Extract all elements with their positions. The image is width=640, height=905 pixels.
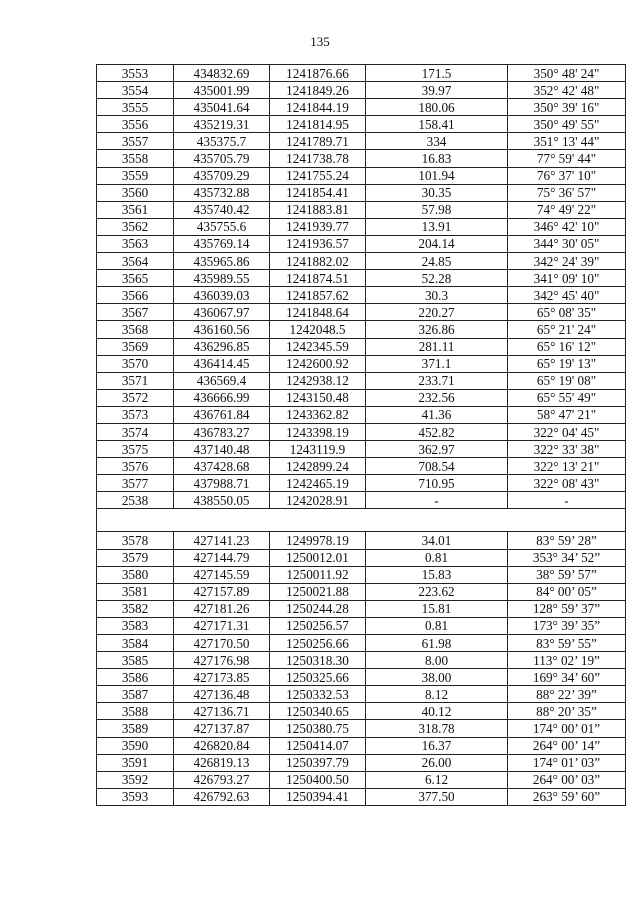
table-row bbox=[97, 652, 626, 669]
y-coordinate-cell: 1242048.5 bbox=[270, 321, 366, 338]
table-row bbox=[97, 720, 626, 737]
table-row bbox=[97, 253, 626, 270]
point-number-cell: 3593 bbox=[97, 788, 174, 805]
bearing-cell: 38° 59’ 57” bbox=[508, 566, 626, 583]
table-row bbox=[97, 788, 626, 805]
point-number-cell: 3569 bbox=[97, 338, 174, 355]
point-number-cell: 3573 bbox=[97, 406, 174, 423]
bearing-cell: 350° 49' 55" bbox=[508, 116, 626, 133]
bearing-cell: 65° 21' 24" bbox=[508, 321, 626, 338]
point-number-cell: 3579 bbox=[97, 549, 174, 566]
point-number-cell: 3588 bbox=[97, 703, 174, 720]
bearing-cell: 65° 55' 49" bbox=[508, 389, 626, 406]
point-number-cell: 3571 bbox=[97, 372, 174, 389]
y-coordinate-cell: 1242465.19 bbox=[270, 475, 366, 492]
distance-cell: 223.62 bbox=[366, 583, 508, 600]
y-coordinate-cell: 1241738.78 bbox=[270, 150, 366, 167]
y-coordinate-cell: 1250340.65 bbox=[270, 703, 366, 720]
coordinates-table bbox=[96, 64, 626, 806]
bearing-cell: 173° 39’ 35” bbox=[508, 617, 626, 634]
distance-cell: - bbox=[366, 492, 508, 509]
x-coordinate-cell: 435375.7 bbox=[174, 133, 270, 150]
x-coordinate-cell: 427171.31 bbox=[174, 617, 270, 634]
y-coordinate-cell: 1241848.64 bbox=[270, 304, 366, 321]
y-coordinate-cell: 1241939.77 bbox=[270, 218, 366, 235]
y-coordinate-cell: 1250400.50 bbox=[270, 771, 366, 788]
point-number-cell: 3566 bbox=[97, 287, 174, 304]
x-coordinate-cell: 426819.13 bbox=[174, 754, 270, 771]
y-coordinate-cell: 1250012.01 bbox=[270, 549, 366, 566]
y-coordinate-cell: 1241789.71 bbox=[270, 133, 366, 150]
y-coordinate-cell: 1250318.30 bbox=[270, 652, 366, 669]
x-coordinate-cell: 435041.64 bbox=[174, 99, 270, 116]
y-coordinate-cell: 1250244.28 bbox=[270, 600, 366, 617]
x-coordinate-cell: 426820.84 bbox=[174, 737, 270, 754]
table-body bbox=[97, 65, 626, 806]
y-coordinate-cell: 1250256.57 bbox=[270, 617, 366, 634]
distance-cell: 171.5 bbox=[366, 65, 508, 82]
table-row bbox=[97, 201, 626, 218]
table-row bbox=[97, 184, 626, 201]
distance-cell: 371.1 bbox=[366, 355, 508, 372]
bearing-cell: 65° 19' 13" bbox=[508, 355, 626, 372]
y-coordinate-cell: 1250021.88 bbox=[270, 583, 366, 600]
x-coordinate-cell: 436783.27 bbox=[174, 423, 270, 440]
point-number-cell: 3582 bbox=[97, 600, 174, 617]
bearing-cell: 88° 22’ 39” bbox=[508, 686, 626, 703]
bearing-cell: 322° 04' 45" bbox=[508, 423, 626, 440]
y-coordinate-cell: 1242028.91 bbox=[270, 492, 366, 509]
y-coordinate-cell: 1242899.24 bbox=[270, 458, 366, 475]
table-row bbox=[97, 583, 626, 600]
y-coordinate-cell: 1241844.19 bbox=[270, 99, 366, 116]
distance-cell: 30.35 bbox=[366, 184, 508, 201]
y-coordinate-cell: 1250397.79 bbox=[270, 754, 366, 771]
distance-cell: 26.00 bbox=[366, 754, 508, 771]
bearing-cell: 74° 49' 22" bbox=[508, 201, 626, 218]
bearing-cell: 350° 39' 16" bbox=[508, 99, 626, 116]
bearing-cell: 353° 34’ 52” bbox=[508, 549, 626, 566]
x-coordinate-cell: 438550.05 bbox=[174, 492, 270, 509]
distance-cell: 39.97 bbox=[366, 82, 508, 99]
y-coordinate-cell: 1241874.51 bbox=[270, 270, 366, 287]
distance-cell: 232.56 bbox=[366, 389, 508, 406]
point-number-cell: 3591 bbox=[97, 754, 174, 771]
table-row bbox=[97, 492, 626, 509]
point-number-cell: 3557 bbox=[97, 133, 174, 150]
bearing-cell: 83° 59’ 55” bbox=[508, 635, 626, 652]
distance-cell: 24.85 bbox=[366, 253, 508, 270]
x-coordinate-cell: 437140.48 bbox=[174, 441, 270, 458]
x-coordinate-cell: 427176.98 bbox=[174, 652, 270, 669]
bearing-cell: 113° 02’ 19” bbox=[508, 652, 626, 669]
table-row bbox=[97, 270, 626, 287]
table-row bbox=[97, 99, 626, 116]
table-row bbox=[97, 423, 626, 440]
y-coordinate-cell: 1243150.48 bbox=[270, 389, 366, 406]
x-coordinate-cell: 435740.42 bbox=[174, 201, 270, 218]
distance-cell: 233.71 bbox=[366, 372, 508, 389]
x-coordinate-cell: 436666.99 bbox=[174, 389, 270, 406]
point-number-cell: 3574 bbox=[97, 423, 174, 440]
bearing-cell: 342° 45' 40" bbox=[508, 287, 626, 304]
y-coordinate-cell: 1242345.59 bbox=[270, 338, 366, 355]
point-number-cell: 3581 bbox=[97, 583, 174, 600]
x-coordinate-cell: 427157.89 bbox=[174, 583, 270, 600]
table-row bbox=[97, 635, 626, 652]
distance-cell: 8.12 bbox=[366, 686, 508, 703]
bearing-cell: 344° 30' 05" bbox=[508, 235, 626, 252]
y-coordinate-cell: 1241849.26 bbox=[270, 82, 366, 99]
table-row bbox=[97, 617, 626, 634]
point-number-cell: 3586 bbox=[97, 669, 174, 686]
y-coordinate-cell: 1242938.12 bbox=[270, 372, 366, 389]
table-row bbox=[97, 372, 626, 389]
bearing-cell: 88° 20’ 35” bbox=[508, 703, 626, 720]
table-row bbox=[97, 133, 626, 150]
distance-cell: 30.3 bbox=[366, 287, 508, 304]
x-coordinate-cell: 437988.71 bbox=[174, 475, 270, 492]
group-separator-row bbox=[97, 509, 626, 532]
y-coordinate-cell: 1250325.66 bbox=[270, 669, 366, 686]
y-coordinate-cell: 1241882.02 bbox=[270, 253, 366, 270]
bearing-cell: 75° 36' 57" bbox=[508, 184, 626, 201]
point-number-cell: 3560 bbox=[97, 184, 174, 201]
y-coordinate-cell: 1250011.92 bbox=[270, 566, 366, 583]
point-number-cell: 3583 bbox=[97, 617, 174, 634]
y-coordinate-cell: 1241854.41 bbox=[270, 184, 366, 201]
y-coordinate-cell: 1241755.24 bbox=[270, 167, 366, 184]
y-coordinate-cell: 1243362.82 bbox=[270, 406, 366, 423]
bearing-cell: 76° 37' 10" bbox=[508, 167, 626, 184]
distance-cell: 13.91 bbox=[366, 218, 508, 235]
distance-cell: 15.81 bbox=[366, 600, 508, 617]
table-row bbox=[97, 167, 626, 184]
x-coordinate-cell: 436039.03 bbox=[174, 287, 270, 304]
x-coordinate-cell: 435732.88 bbox=[174, 184, 270, 201]
table-row bbox=[97, 754, 626, 771]
table-row bbox=[97, 321, 626, 338]
x-coordinate-cell: 436067.97 bbox=[174, 304, 270, 321]
table-row bbox=[97, 355, 626, 372]
bearing-cell: 264° 00’ 03” bbox=[508, 771, 626, 788]
bearing-cell: 174° 00’ 01” bbox=[508, 720, 626, 737]
table-row bbox=[97, 82, 626, 99]
bearing-cell: 84° 00’ 05” bbox=[508, 583, 626, 600]
y-coordinate-cell: 1243398.19 bbox=[270, 423, 366, 440]
distance-cell: 452.82 bbox=[366, 423, 508, 440]
table-row bbox=[97, 235, 626, 252]
point-number-cell: 3555 bbox=[97, 99, 174, 116]
x-coordinate-cell: 427170.50 bbox=[174, 635, 270, 652]
distance-cell: 708.54 bbox=[366, 458, 508, 475]
x-coordinate-cell: 436414.45 bbox=[174, 355, 270, 372]
bearing-cell: 263° 59’ 60” bbox=[508, 788, 626, 805]
distance-cell: 710.95 bbox=[366, 475, 508, 492]
point-number-cell: 3553 bbox=[97, 65, 174, 82]
bearing-cell: 322° 08' 43" bbox=[508, 475, 626, 492]
point-number-cell: 3578 bbox=[97, 532, 174, 549]
point-number-cell: 3568 bbox=[97, 321, 174, 338]
table-row bbox=[97, 338, 626, 355]
bearing-cell: 128° 59’ 37” bbox=[508, 600, 626, 617]
point-number-cell: 3559 bbox=[97, 167, 174, 184]
x-coordinate-cell: 437428.68 bbox=[174, 458, 270, 475]
table-row bbox=[97, 150, 626, 167]
x-coordinate-cell: 435001.99 bbox=[174, 82, 270, 99]
bearing-cell: 322° 33' 38" bbox=[508, 441, 626, 458]
x-coordinate-cell: 435219.31 bbox=[174, 116, 270, 133]
table-row bbox=[97, 532, 626, 549]
y-coordinate-cell: 1242600.92 bbox=[270, 355, 366, 372]
bearing-cell: 65° 08' 35" bbox=[508, 304, 626, 321]
x-coordinate-cell: 436296.85 bbox=[174, 338, 270, 355]
x-coordinate-cell: 435965.86 bbox=[174, 253, 270, 270]
table-row bbox=[97, 65, 626, 82]
point-number-cell: 3577 bbox=[97, 475, 174, 492]
point-number-cell: 3592 bbox=[97, 771, 174, 788]
bearing-cell: 169° 34’ 60” bbox=[508, 669, 626, 686]
distance-cell: 41.36 bbox=[366, 406, 508, 423]
point-number-cell: 3575 bbox=[97, 441, 174, 458]
table-row bbox=[97, 737, 626, 754]
distance-cell: 0.81 bbox=[366, 549, 508, 566]
bearing-cell: 77° 59' 44" bbox=[508, 150, 626, 167]
separator-cell bbox=[97, 509, 626, 532]
x-coordinate-cell: 436569.4 bbox=[174, 372, 270, 389]
distance-cell: 16.83 bbox=[366, 150, 508, 167]
table-row bbox=[97, 475, 626, 492]
x-coordinate-cell: 426793.27 bbox=[174, 771, 270, 788]
y-coordinate-cell: 1243119.9 bbox=[270, 441, 366, 458]
distance-cell: 377.50 bbox=[366, 788, 508, 805]
point-number-cell: 3585 bbox=[97, 652, 174, 669]
x-coordinate-cell: 434832.69 bbox=[174, 65, 270, 82]
bearing-cell: 342° 24' 39" bbox=[508, 253, 626, 270]
point-number-cell: 3565 bbox=[97, 270, 174, 287]
point-number-cell: 3580 bbox=[97, 566, 174, 583]
distance-cell: 8.00 bbox=[366, 652, 508, 669]
point-number-cell: 3587 bbox=[97, 686, 174, 703]
table-row bbox=[97, 600, 626, 617]
table-row bbox=[97, 669, 626, 686]
point-number-cell: 3558 bbox=[97, 150, 174, 167]
distance-cell: 16.37 bbox=[366, 737, 508, 754]
point-number-cell: 3554 bbox=[97, 82, 174, 99]
distance-cell: 34.01 bbox=[366, 532, 508, 549]
table-row bbox=[97, 703, 626, 720]
table-row bbox=[97, 304, 626, 321]
x-coordinate-cell: 427137.87 bbox=[174, 720, 270, 737]
table-row bbox=[97, 287, 626, 304]
distance-cell: 220.27 bbox=[366, 304, 508, 321]
table-row bbox=[97, 116, 626, 133]
y-coordinate-cell: 1241936.57 bbox=[270, 235, 366, 252]
bearing-cell: 346° 42' 10" bbox=[508, 218, 626, 235]
table-row bbox=[97, 458, 626, 475]
x-coordinate-cell: 426792.63 bbox=[174, 788, 270, 805]
table-row bbox=[97, 686, 626, 703]
x-coordinate-cell: 435709.29 bbox=[174, 167, 270, 184]
y-coordinate-cell: 1241876.66 bbox=[270, 65, 366, 82]
x-coordinate-cell: 427136.48 bbox=[174, 686, 270, 703]
bearing-cell: 341° 09' 10" bbox=[508, 270, 626, 287]
bearing-cell: 352° 42' 48" bbox=[508, 82, 626, 99]
point-number-cell: 2538 bbox=[97, 492, 174, 509]
point-number-cell: 3564 bbox=[97, 253, 174, 270]
distance-cell: 6.12 bbox=[366, 771, 508, 788]
point-number-cell: 3556 bbox=[97, 116, 174, 133]
table-row bbox=[97, 771, 626, 788]
distance-cell: 318.78 bbox=[366, 720, 508, 737]
y-coordinate-cell: 1241814.95 bbox=[270, 116, 366, 133]
point-number-cell: 3567 bbox=[97, 304, 174, 321]
distance-cell: 180.06 bbox=[366, 99, 508, 116]
bearing-cell: - bbox=[508, 492, 626, 509]
table-row bbox=[97, 549, 626, 566]
distance-cell: 334 bbox=[366, 133, 508, 150]
x-coordinate-cell: 427145.59 bbox=[174, 566, 270, 583]
distance-cell: 40.12 bbox=[366, 703, 508, 720]
point-number-cell: 3584 bbox=[97, 635, 174, 652]
y-coordinate-cell: 1250394.41 bbox=[270, 788, 366, 805]
point-number-cell: 3563 bbox=[97, 235, 174, 252]
x-coordinate-cell: 436160.56 bbox=[174, 321, 270, 338]
point-number-cell: 3570 bbox=[97, 355, 174, 372]
y-coordinate-cell: 1249978.19 bbox=[270, 532, 366, 549]
x-coordinate-cell: 427173.85 bbox=[174, 669, 270, 686]
x-coordinate-cell: 436761.84 bbox=[174, 406, 270, 423]
table-row bbox=[97, 218, 626, 235]
distance-cell: 0.81 bbox=[366, 617, 508, 634]
bearing-cell: 350° 48' 24" bbox=[508, 65, 626, 82]
y-coordinate-cell: 1241883.81 bbox=[270, 201, 366, 218]
x-coordinate-cell: 427181.26 bbox=[174, 600, 270, 617]
y-coordinate-cell: 1241857.62 bbox=[270, 287, 366, 304]
bearing-cell: 351° 13' 44" bbox=[508, 133, 626, 150]
page-number: 135 bbox=[310, 34, 330, 49]
point-number-cell: 3562 bbox=[97, 218, 174, 235]
y-coordinate-cell: 1250380.75 bbox=[270, 720, 366, 737]
distance-cell: 101.94 bbox=[366, 167, 508, 184]
distance-cell: 158.41 bbox=[366, 116, 508, 133]
point-number-cell: 3561 bbox=[97, 201, 174, 218]
distance-cell: 362.97 bbox=[366, 441, 508, 458]
x-coordinate-cell: 427144.79 bbox=[174, 549, 270, 566]
distance-cell: 281.11 bbox=[366, 338, 508, 355]
distance-cell: 326.86 bbox=[366, 321, 508, 338]
distance-cell: 38.00 bbox=[366, 669, 508, 686]
x-coordinate-cell: 435989.55 bbox=[174, 270, 270, 287]
table-row bbox=[97, 441, 626, 458]
point-number-cell: 3590 bbox=[97, 737, 174, 754]
distance-cell: 15.83 bbox=[366, 566, 508, 583]
bearing-cell: 322° 13' 21" bbox=[508, 458, 626, 475]
y-coordinate-cell: 1250332.53 bbox=[270, 686, 366, 703]
bearing-cell: 83° 59’ 28” bbox=[508, 532, 626, 549]
point-number-cell: 3572 bbox=[97, 389, 174, 406]
bearing-cell: 58° 47' 21" bbox=[508, 406, 626, 423]
table-row bbox=[97, 566, 626, 583]
y-coordinate-cell: 1250256.66 bbox=[270, 635, 366, 652]
distance-cell: 52.28 bbox=[366, 270, 508, 287]
bearing-cell: 264° 00’ 14” bbox=[508, 737, 626, 754]
distance-cell: 57.98 bbox=[366, 201, 508, 218]
x-coordinate-cell: 435705.79 bbox=[174, 150, 270, 167]
distance-cell: 204.14 bbox=[366, 235, 508, 252]
table-row bbox=[97, 406, 626, 423]
x-coordinate-cell: 427141.23 bbox=[174, 532, 270, 549]
x-coordinate-cell: 427136.71 bbox=[174, 703, 270, 720]
table-row bbox=[97, 389, 626, 406]
point-number-cell: 3576 bbox=[97, 458, 174, 475]
bearing-cell: 65° 16' 12" bbox=[508, 338, 626, 355]
bearing-cell: 174° 01’ 03” bbox=[508, 754, 626, 771]
x-coordinate-cell: 435755.6 bbox=[174, 218, 270, 235]
point-number-cell: 3589 bbox=[97, 720, 174, 737]
distance-cell: 61.98 bbox=[366, 635, 508, 652]
y-coordinate-cell: 1250414.07 bbox=[270, 737, 366, 754]
x-coordinate-cell: 435769.14 bbox=[174, 235, 270, 252]
bearing-cell: 65° 19' 08" bbox=[508, 372, 626, 389]
